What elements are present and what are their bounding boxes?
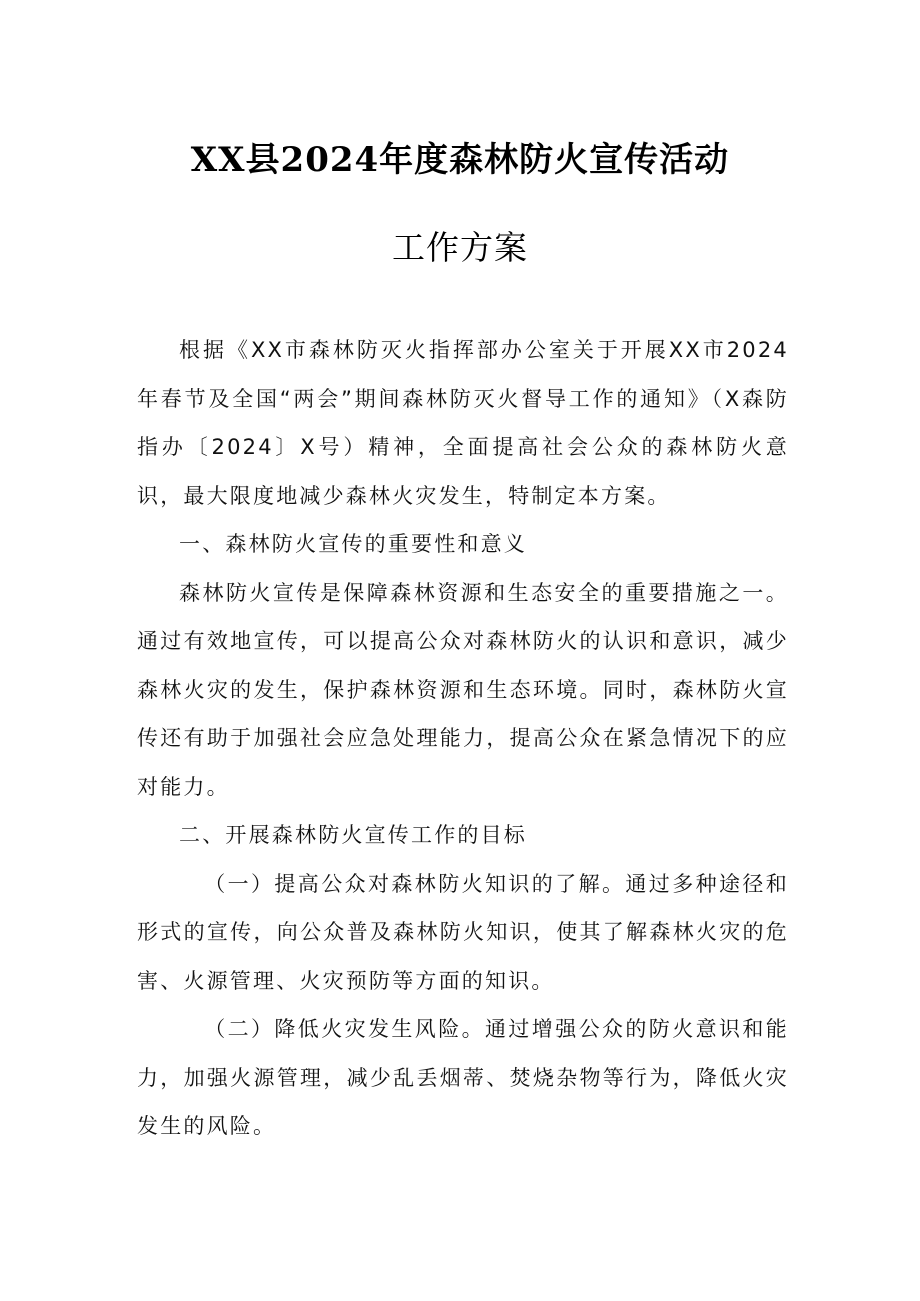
section1-heading: 一、森林防火宣传的重要性和意义 [179,532,527,556]
section2-heading: 二、开展森林防火宣传工作的目标 [179,823,527,847]
document-title-line1: XX县2024年度森林防火宣传活动 [190,140,730,180]
section1-paragraph: 森林防火宣传是保障森林资源和生态安全的重要措施之一。通过有效地宣传，可以提高公众对森林防火的认识和意识，减少森林火灾的发生，保护森林资源和生态环境。同时，森林防火宣传还有助于加强社会应急处理能力，提高公众在紧急情况下的应对能力。 [137,580,789,799]
section2-item2: （二）降低火灾发生风险。通过增强公众的防火意识和能力，加强火源管理，减少乱丢烟蒂、焚烧杂物等行为，降低火灾发生的风险。 [137,1017,789,1138]
section2-item1: （一）提高公众对森林防火知识的了解。通过多种途径和形式的宣传，向公众普及森林防火知识，使其了解森林火灾的危害、火源管理、火灾预防等方面的知识。 [137,871,789,993]
document-title-line2: 工作方案 [392,228,528,267]
document-body [137,326,789,1151]
intro-paragraph: 根据《XX市森林防灭火指挥部办公室关于开展XX市2024年春节及全国“两会”期间森林防灭火督导工作的通知》（X森防指办〔2024〕X号）精神，全面提高社会公众的森林防火意识，最大限度地减少森林火灾发生，特制定本方案。 [137,338,789,508]
